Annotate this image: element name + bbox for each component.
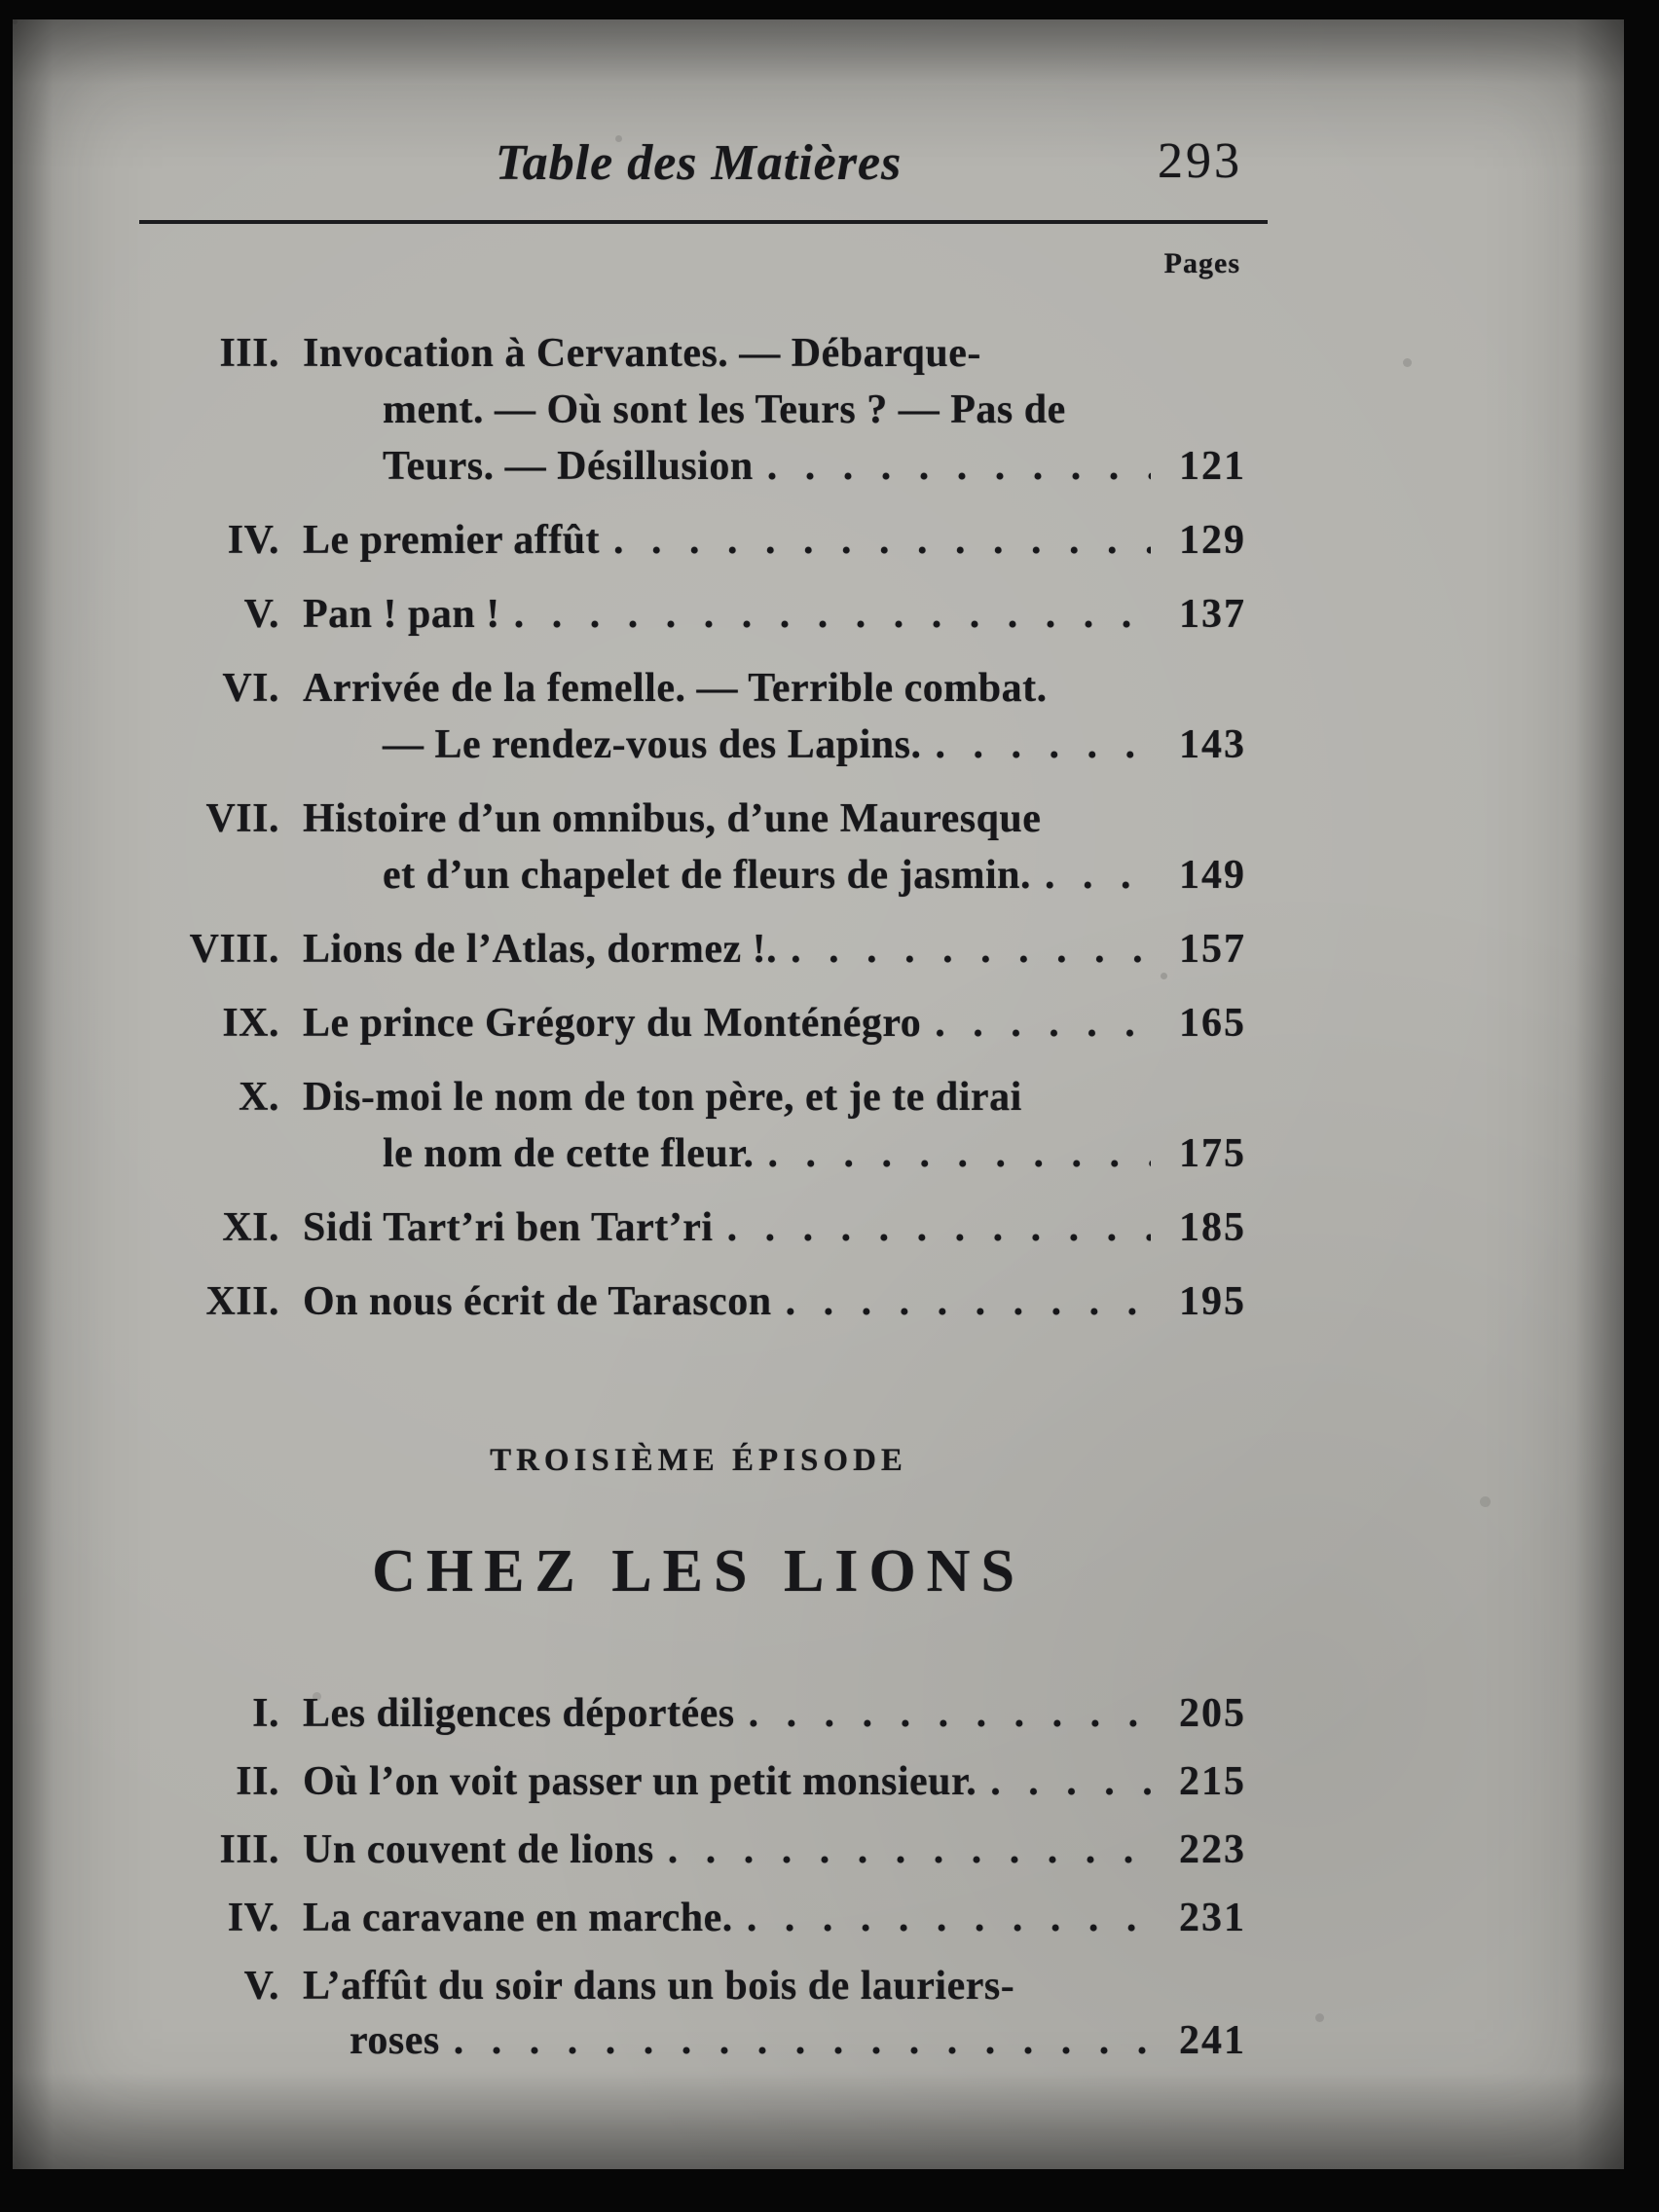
dot-leader bbox=[935, 995, 1151, 1051]
entry-text: Sidi Tart’ri ben Tart’ri bbox=[303, 1205, 714, 1250]
toc-entry bbox=[151, 1959, 1246, 2068]
toc-entry bbox=[151, 1754, 1246, 1809]
entry-text: roses bbox=[350, 2018, 440, 2063]
entry-text: Où l’on voit passer un petit monsieur. bbox=[303, 1759, 977, 1804]
episode-heading: TROISIÈME ÉPISODE bbox=[490, 1443, 907, 1478]
page-title: Table des Matières bbox=[495, 135, 903, 191]
entry-text: La caravane en marche. bbox=[303, 1896, 733, 1940]
entry-page-number: 157 bbox=[1179, 927, 1246, 972]
entry-page-number: 215 bbox=[1179, 1759, 1246, 1804]
entry-numeral: V. bbox=[243, 1964, 279, 2009]
dot-leader bbox=[767, 438, 1151, 495]
toc-entry bbox=[151, 1199, 1246, 1256]
toc-entry-line bbox=[151, 847, 1246, 903]
entry-page-number: 241 bbox=[1179, 2018, 1246, 2063]
toc-entry-line bbox=[151, 512, 1246, 569]
entry-numeral: V. bbox=[243, 592, 279, 637]
dot-leader bbox=[791, 921, 1151, 977]
entry-text: Les diligences déportées bbox=[303, 1691, 735, 1736]
entry-page-number: 143 bbox=[1179, 722, 1246, 767]
entry-page-number: 129 bbox=[1179, 518, 1246, 563]
entry-page-number: 165 bbox=[1179, 1001, 1246, 1046]
dot-leader bbox=[1045, 847, 1151, 903]
toc-entry-line bbox=[151, 995, 1246, 1051]
entry-page-number: 231 bbox=[1179, 1896, 1246, 1940]
pages-column-label: Pages bbox=[1163, 247, 1240, 279]
entry-text: Le prince Grégory du Monténégro bbox=[303, 1001, 922, 1046]
page-content bbox=[151, 134, 1246, 2082]
toc-entry-line bbox=[151, 1891, 1246, 1945]
entry-numeral: IV. bbox=[227, 1896, 279, 1940]
dot-leader bbox=[668, 1823, 1151, 1877]
entry-text: ment. — Où sont les Teurs ? — Pas de bbox=[383, 387, 1066, 432]
dot-leader bbox=[935, 717, 1151, 773]
episode-title: CHEZ LES LIONS bbox=[372, 1538, 1025, 1604]
toc-entry bbox=[151, 660, 1246, 773]
entry-numeral: VII. bbox=[205, 796, 279, 841]
entry-text: On nous écrit de Tarascon bbox=[303, 1279, 772, 1324]
entry-page-number: 195 bbox=[1179, 1279, 1246, 1324]
entry-page-number: 185 bbox=[1179, 1205, 1246, 1250]
toc-entry-line bbox=[151, 438, 1246, 495]
entry-text: Invocation à Cervantes. — Débarque- bbox=[303, 331, 981, 376]
dot-leader bbox=[768, 1125, 1152, 1182]
toc-entry bbox=[151, 1273, 1246, 1330]
dot-leader bbox=[749, 1686, 1151, 1741]
toc-entry-line bbox=[151, 660, 1246, 717]
dot-leader bbox=[727, 1199, 1151, 1256]
entry-page-number: 149 bbox=[1179, 853, 1246, 898]
watermark bbox=[0, 2082, 2, 2204]
entry-text: L’affût du soir dans un bois de lauriers- bbox=[303, 1964, 1015, 2009]
toc-entry-line bbox=[151, 1069, 1246, 1125]
page-header bbox=[151, 134, 1246, 220]
paper-specks bbox=[13, 19, 18, 24]
scanned-page bbox=[13, 19, 1624, 2169]
dot-leader bbox=[786, 1273, 1151, 1330]
toc-entry-line bbox=[151, 717, 1246, 773]
toc-entry-line bbox=[151, 2013, 1246, 2068]
toc-entry bbox=[151, 1891, 1246, 1945]
toc-entry bbox=[151, 1069, 1246, 1182]
entry-numeral: IX. bbox=[222, 1001, 279, 1046]
entry-page-number: 205 bbox=[1179, 1691, 1246, 1736]
toc-entry-line bbox=[151, 1754, 1246, 1809]
toc-entry-line bbox=[151, 382, 1246, 438]
entry-numeral: VIII. bbox=[189, 927, 279, 972]
toc-entry-line bbox=[151, 1686, 1246, 1741]
entry-text: — Le rendez-vous des Lapins. bbox=[383, 722, 922, 767]
entry-numeral: XI. bbox=[222, 1205, 279, 1250]
entry-page-number: 137 bbox=[1179, 592, 1246, 637]
toc-entry bbox=[151, 1686, 1246, 1741]
toc-entry-line bbox=[151, 1959, 1246, 2013]
dot-leader bbox=[454, 2013, 1151, 2068]
entry-text: Lions de l’Atlas, dormez !. bbox=[303, 927, 778, 972]
entry-text: Dis-moi le nom de ton père, et je te dirai bbox=[303, 1075, 1022, 1120]
toc-entry-line bbox=[151, 325, 1246, 382]
toc-entry bbox=[151, 791, 1246, 903]
entry-text: Le premier affût bbox=[303, 518, 601, 563]
entry-numeral: XII. bbox=[205, 1279, 279, 1324]
entry-text: Pan ! pan ! bbox=[303, 592, 500, 637]
page-number: 293 bbox=[1158, 133, 1242, 189]
entry-page-number: 121 bbox=[1179, 444, 1246, 489]
toc-entry-line bbox=[151, 586, 1246, 643]
entry-numeral: X. bbox=[239, 1075, 279, 1120]
entry-numeral: IV. bbox=[227, 518, 279, 563]
toc-section-2 bbox=[151, 1686, 1246, 2068]
entry-numeral: I. bbox=[252, 1691, 279, 1736]
toc-entry bbox=[151, 921, 1246, 977]
toc-entry-line bbox=[151, 921, 1246, 977]
header-rule bbox=[139, 220, 1268, 224]
toc-entry-line bbox=[151, 1199, 1246, 1256]
entry-numeral: III. bbox=[219, 331, 279, 376]
entry-text: le nom de cette fleur. bbox=[383, 1131, 755, 1176]
entry-numeral: III. bbox=[219, 1827, 279, 1872]
dot-leader bbox=[747, 1891, 1151, 1945]
entry-text: Un couvent de lions bbox=[303, 1827, 654, 1872]
entry-page-number: 175 bbox=[1179, 1131, 1246, 1176]
dot-leader bbox=[613, 512, 1151, 569]
toc-entry-line bbox=[151, 1273, 1246, 1330]
entry-page-number: 223 bbox=[1179, 1827, 1246, 1872]
toc-entry bbox=[151, 325, 1246, 495]
dot-leader bbox=[990, 1754, 1151, 1809]
entry-numeral: VI. bbox=[222, 666, 279, 711]
dot-leader bbox=[514, 586, 1151, 643]
entry-text: et d’un chapelet de fleurs de jasmin. bbox=[383, 853, 1031, 898]
toc-entry bbox=[151, 512, 1246, 569]
toc-entry bbox=[151, 995, 1246, 1051]
entry-text: Histoire d’un omnibus, d’une Mauresque bbox=[303, 796, 1042, 841]
toc-entry-line bbox=[151, 791, 1246, 847]
toc-section-1 bbox=[151, 325, 1246, 1330]
toc-entry-line bbox=[151, 1823, 1246, 1877]
entry-text: Teurs. — Désillusion bbox=[383, 444, 754, 489]
entry-numeral: II. bbox=[236, 1759, 279, 1804]
toc-entry bbox=[151, 1823, 1246, 1877]
toc-entry bbox=[151, 586, 1246, 643]
entry-text: Arrivée de la femelle. — Terrible combat. bbox=[303, 666, 1048, 711]
toc-entry-line bbox=[151, 1125, 1246, 1182]
